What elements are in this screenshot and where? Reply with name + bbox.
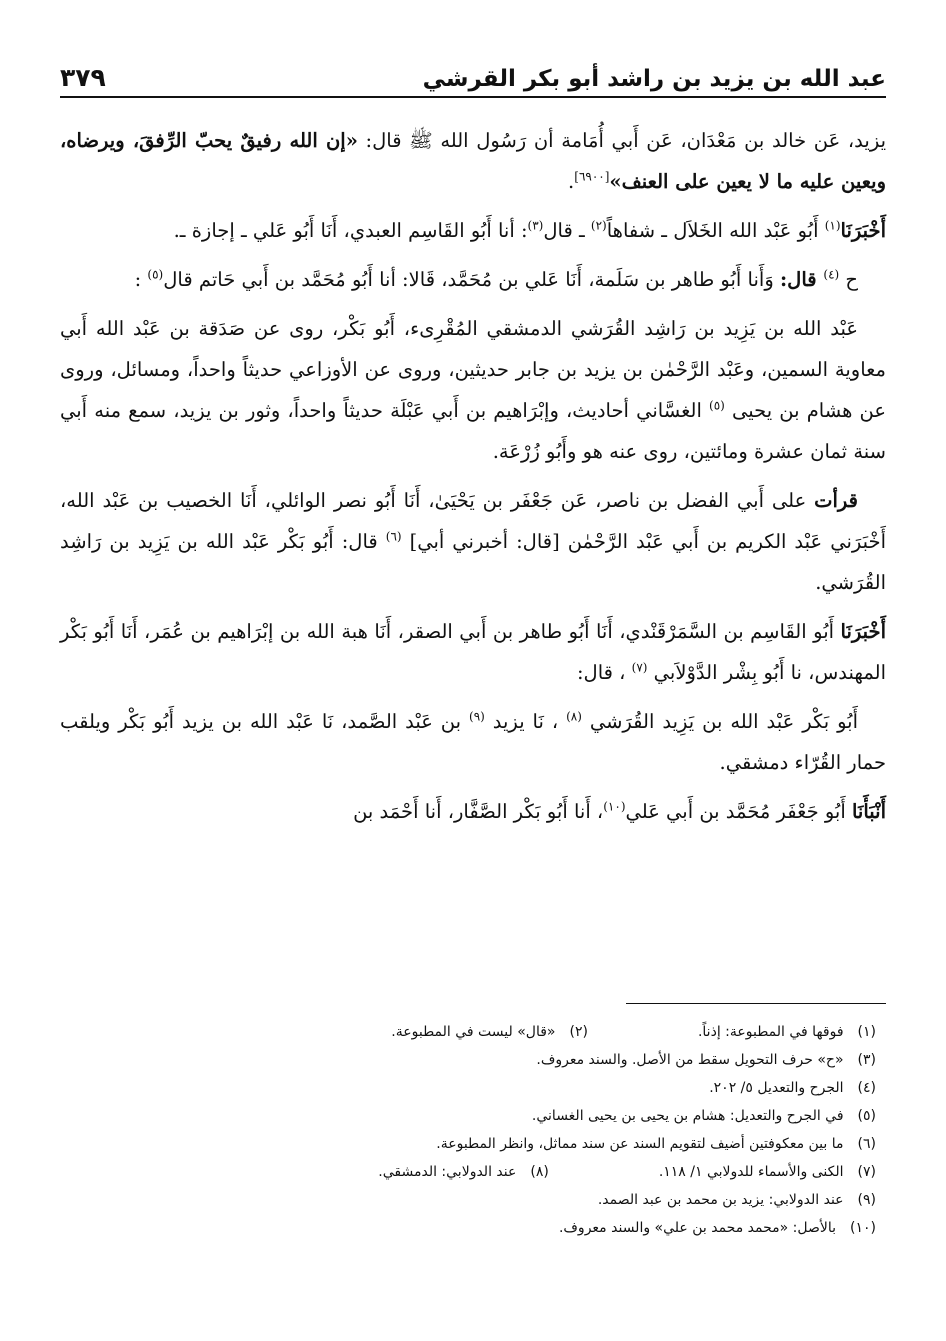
footnote-number: (٤)	[857, 1080, 876, 1096]
text-segment: وَأَنا أَبُو طاهر بن سَلَمة، أَنَا عَلي بن مُحَمَّد، قَالا: أنا أَبُو مُحَمَّد بن أَبي حَاتم قال	[163, 268, 780, 291]
paragraph	[60, 611, 886, 693]
footnote	[391, 1018, 588, 1046]
footnote-gap	[588, 1018, 698, 1046]
footnote	[698, 1018, 876, 1046]
text-segment: أَخْبَرَنَا	[840, 219, 886, 242]
running-header	[60, 44, 886, 92]
footnote-line	[60, 1130, 876, 1158]
text-segment: .	[568, 170, 575, 193]
footnote	[436, 1130, 876, 1158]
text-segment: ح	[839, 268, 858, 291]
footnotes	[60, 1018, 876, 1242]
footnote-number: (٧)	[857, 1164, 876, 1180]
footnote	[598, 1186, 876, 1214]
footnote-marker: (٤)	[823, 267, 840, 282]
footnote-marker: (٨)	[566, 709, 582, 724]
text-segment: ، أَنا أَبُو بَكْر الصَّفَّار، أَنا أَحْمَد بن	[353, 800, 604, 823]
text-segment: ، نَا يزيد	[484, 710, 567, 733]
paragraph	[60, 480, 886, 603]
paragraph	[60, 791, 886, 832]
footnote-marker: (٣)	[527, 218, 544, 233]
footnote-line	[60, 1046, 876, 1074]
footnote-text: «ح» حرف التحويل سقط من الأصل. والسند معروف.	[536, 1052, 844, 1068]
text-segment: «إن الله رفيقٌ يحبّ الرِّفقَ، ويرضاه، ويعين عليه ما لا يعين على العنف»	[60, 129, 886, 193]
running-title: عبد الله بن يزيد بن راشد أبو بكر القرشي	[422, 66, 886, 92]
text-segment: يزيد، عَن خالد بن مَعْدَان، عَن أَبي أُمَامة أن رَسُول الله ﷺ قال:	[357, 129, 886, 152]
paragraph	[60, 308, 886, 472]
paragraph	[60, 701, 886, 783]
paragraph	[60, 120, 886, 202]
footnote	[536, 1046, 876, 1074]
footnote-marker: (٧)	[631, 660, 648, 675]
text-segment: قال: أَبُو بَكْر عَبْد الله بن يَزِيد بن رَاشِد القُرَشي.	[60, 530, 886, 594]
footnote-text: عند الدولابي: الدمشقي.	[378, 1164, 517, 1180]
text-segment: بن عَبْد الصَّمد، نَا عَبْد الله بن يزيد أَبُو بَكْر ويلقب حمار القُرّاء دمشقي.	[60, 710, 886, 774]
footnote-text: «قال» ليست في المطبوعة.	[391, 1024, 556, 1040]
footnote-line	[60, 1074, 876, 1102]
paragraph	[60, 210, 886, 251]
text-segment: عَبْد الله بن يَزِيد بن رَاشِد القُرَشي الدمشقي المُقْرِىء، أَبُو بَكْر، روى عن صَدَقة بن عَبْد الله أَبي معاوية السمين، وعَبْد الرَّحْمٰن بن يزيد بن جابر حديثين، وروى عن الأوزاعي حديثاً واحداً، ومسائل، وروى عن هشام بن يحيى	[60, 317, 886, 422]
footnote-gap	[549, 1158, 659, 1186]
footnote-marker: (١)	[824, 218, 841, 233]
text-segment: :	[134, 268, 148, 291]
main-text	[60, 120, 886, 840]
footnote-text: فوقها في المطبوعة: إذناً.	[697, 1024, 844, 1040]
footnote-number: (١٠)	[850, 1220, 876, 1236]
footnote-line	[60, 1186, 876, 1214]
footnote-number: (٨)	[530, 1164, 549, 1180]
footnote-marker: (٥)	[147, 267, 164, 282]
text-segment: أَبُو القَاسِم بن السَّمَرْقَنْدي، أَنَا أَبُو طاهر بن أَبي الصقر، أَنَا هبة الله بن إبْرَاهيم بن عُمَر، أَنَا أَبُو بَكْر المهندس، نا أَبُو بِشْر الدَّوْلاَبي	[60, 620, 886, 684]
footnote-text: بالأصل: «محمد محمد بن علي» والسند معروف.	[558, 1220, 837, 1236]
text-segment: الغسَّاني أحاديث، وإبْرَاهيم بن أَبي عَبْلَة حديثاً واحداً، وثور بن يزيد، سمع منه أَبي سنة ثمان عشرة ومائتين، روى عنه هو وأَبُو زُرْعَة.	[60, 399, 886, 463]
text-segment: ، قال:	[576, 661, 632, 684]
footnote-text: في الجرح والتعديل: هشام بن يحيى بن يحيى الغساني.	[531, 1108, 844, 1124]
footnote-marker: (٦)	[385, 529, 402, 544]
footnote	[378, 1158, 549, 1186]
text-segment: أَنْبَأَنَا	[851, 800, 886, 823]
text-segment: أَبُو عَبْد الله الخَلاَل ـ شفاهاً	[606, 219, 825, 242]
footnote-text: الجرح والتعديل ٥/ ٢٠٢.	[709, 1080, 844, 1096]
page-number: ٣٧٩	[60, 63, 106, 92]
footnote-number: (٥)	[857, 1108, 876, 1124]
footnote-line	[60, 1158, 876, 1186]
text-segment: أَبُو جَعْفَر مُحَمَّد بن أَبي عَلي	[625, 800, 852, 823]
header-rule	[60, 96, 886, 98]
footnote	[709, 1074, 876, 1102]
text-segment: قرأت	[814, 489, 858, 512]
paragraph	[60, 259, 886, 300]
footnote	[559, 1214, 876, 1242]
footnote-marker: (٩)	[469, 709, 485, 724]
footnote-line	[60, 1018, 876, 1046]
footnote-text: ما بين معكوفتين أضيف لتقويم السند عن سند مماثل، وانظر المطبوعة.	[436, 1136, 844, 1152]
footnote-number: (٩)	[857, 1192, 876, 1208]
footnote-line	[60, 1214, 876, 1242]
footnote-rule	[626, 1003, 886, 1004]
footnote-text: الكنى والأسماء للدولابي ١/ ١١٨.	[658, 1164, 844, 1180]
text-segment: أَخْبَرَنَا	[840, 620, 886, 643]
footnote-number: (١)	[857, 1024, 876, 1040]
footnote	[659, 1158, 876, 1186]
footnote-marker: (٥)	[709, 398, 725, 413]
footnote-number: (٢)	[569, 1024, 588, 1040]
footnote-number: (٦)	[857, 1136, 876, 1152]
footnote-text: عند الدولابي: يزيد بن محمد بن عبد الصمد.	[597, 1192, 844, 1208]
text-segment: قال:	[779, 268, 824, 291]
footnote-line	[60, 1102, 876, 1130]
text-segment: ـ قال	[543, 219, 591, 242]
footnote-marker: [٦٩٠٠]	[574, 169, 610, 184]
text-segment: أَبُو بَكْر عَبْد الله بن يَزِيد القُرَشي	[581, 710, 859, 733]
footnote-marker: (٢)	[590, 218, 607, 233]
footnote	[532, 1102, 876, 1130]
footnote-number: (٣)	[857, 1052, 876, 1068]
footnote-marker: (١٠)	[603, 799, 626, 814]
text-segment: : أنا أَبُو القَاسِم العبدي، أَنَا أَبُو عَلي ـ إجازة ـ.	[173, 219, 528, 242]
text-segment: على أَبي الفضل بن ناصر، عَن جَعْفَر بن يَحْيَىٰ، أَنَا أَبُو نصر الوائلي، أَنَا الخصيب بن عَبْد الله، أَخْبَرَني عَبْد الكريم بن أَبي عَبْد الرَّحْمٰن [قال: أخبرني أبي]	[60, 489, 886, 553]
